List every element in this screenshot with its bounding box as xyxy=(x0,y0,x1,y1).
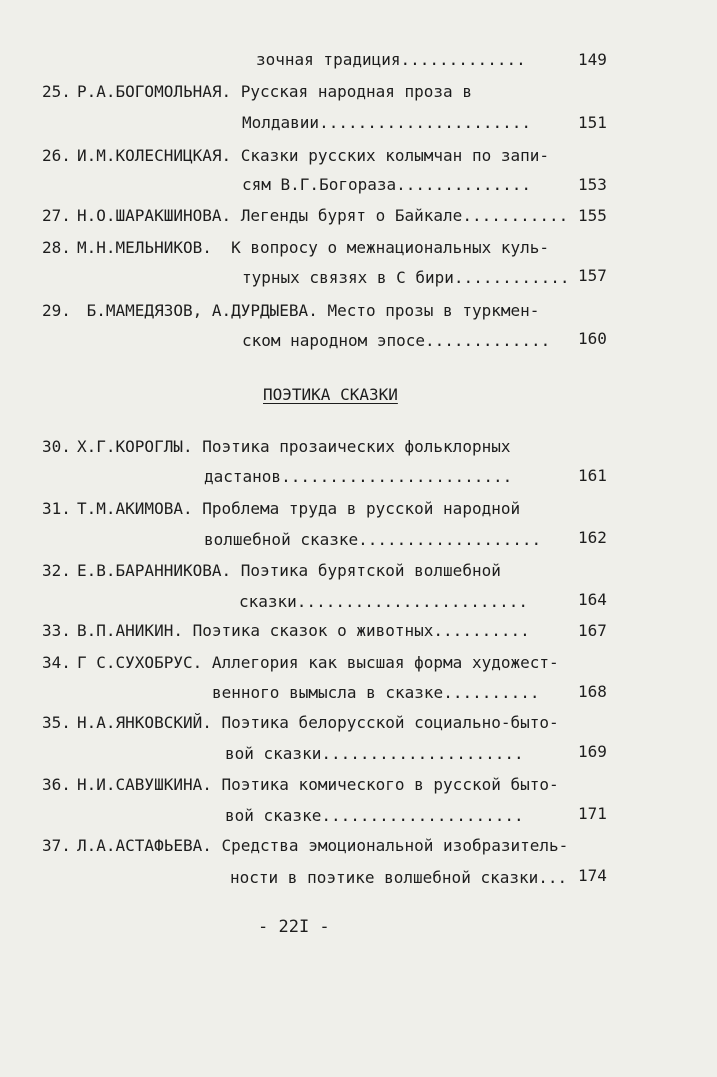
toc-entry-number: 32. xyxy=(42,561,71,580)
toc-entry-number: 29. xyxy=(42,301,71,320)
toc-entry-title: Е.В.БАРАННИКОВА. Поэтика бурятской волшебной xyxy=(77,561,501,580)
toc-entry-continuation: дастанов........................ xyxy=(204,467,513,486)
toc-page-number: 161 xyxy=(578,466,607,485)
toc-entry-title: Б.МАМЕДЯЗОВ, А.ДУРДЫЕВА. Место прозы в туркмен- xyxy=(77,301,540,320)
toc-page-number: 168 xyxy=(578,682,607,701)
toc-page-number: 164 xyxy=(578,590,607,609)
toc-page-number: 149 xyxy=(578,50,607,69)
toc-entry-continuation: волшебной сказке................... xyxy=(204,530,542,549)
toc-entry-continuation: сказки........................ xyxy=(239,592,528,611)
toc-page-number: 171 xyxy=(578,804,607,823)
toc-page-number: 157 xyxy=(578,266,607,285)
toc-entry-title: Л.А.АСТАФЬЕВА. Средства эмоциональной изобразитель- xyxy=(77,836,569,855)
toc-page-number: 151 xyxy=(578,113,607,132)
toc-entry-number: 31. xyxy=(42,499,71,518)
toc-page-number: 160 xyxy=(578,329,607,348)
toc-page-number: 153 xyxy=(578,175,607,194)
toc-entry-number: 36. xyxy=(42,775,71,794)
toc-page-number: 174 xyxy=(578,866,607,885)
toc-entry-number: 33. xyxy=(42,621,71,640)
toc-entry-title: Р.А.БОГОМОЛЬНАЯ. Русская народная проза в xyxy=(77,82,472,101)
toc-entry-title: М.Н.МЕЛЬНИКОВ. К вопросу о межнациональных куль- xyxy=(77,238,550,257)
toc-page-number: 155 xyxy=(578,206,607,225)
section-heading: ПОЭТИКА СКАЗКИ xyxy=(263,385,398,404)
toc-entry-continuation: турных связях в С бири............ xyxy=(242,268,570,287)
toc-page-number: 162 xyxy=(578,528,607,547)
toc-entry-number: 25. xyxy=(42,82,71,101)
toc-entry-continuation: зочная традиция............. xyxy=(256,50,526,69)
toc-entry-number: 37. xyxy=(42,836,71,855)
toc-entry-title: Н.А.ЯНКОВСКИЙ. Поэтика белорусской социально-быто- xyxy=(77,713,559,732)
toc-entry-continuation: вой сказке..................... xyxy=(225,806,524,825)
toc-entry-title: И.М.КОЛЕСНИЦКАЯ. Сказки русских колымчан по запи- xyxy=(77,146,550,165)
toc-entry-continuation: ности в поэтике волшебной сказки... xyxy=(230,868,568,887)
toc-entry-title: Г С.СУХОБРУС. Аллегория как высшая форма художест- xyxy=(77,653,559,672)
toc-entry-number: 34. xyxy=(42,653,71,672)
toc-entry-continuation: венного вымысла в сказке.......... xyxy=(212,683,540,702)
toc-page-number: 169 xyxy=(578,742,607,761)
toc-entry-title: Т.М.АКИМОВА. Проблема труда в русской народной xyxy=(77,499,521,518)
toc-entry-continuation: ском народном эпосе............. xyxy=(242,331,551,350)
toc-entry-number: 26. xyxy=(42,146,71,165)
toc-entry-number: 28. xyxy=(42,238,71,257)
toc-entry-title: Н.И.САВУШКИНА. Поэтика комического в русской быто- xyxy=(77,775,559,794)
toc-entry-number: 35. xyxy=(42,713,71,732)
toc-entry-title: Х.Г.КОРОГЛЫ. Поэтика прозаических фольклорных xyxy=(77,437,511,456)
toc-page-number: 167 xyxy=(578,621,607,640)
toc-entry-number: 27. xyxy=(42,206,71,225)
toc-entry-title: Н.О.ШАРАКШИНОВА. Легенды бурят о Байкале........... xyxy=(77,206,569,225)
toc-entry-continuation: Молдавии...................... xyxy=(242,113,531,132)
toc-entry-number: 30. xyxy=(42,437,71,456)
page-number-footer: - 22I - xyxy=(258,917,330,937)
toc-entry-continuation: сям В.Г.Богораза.............. xyxy=(242,175,531,194)
toc-entry-title: В.П.АНИКИН. Поэтика сказок о животных.......... xyxy=(77,621,530,640)
toc-entry-continuation: вой сказки..................... xyxy=(225,744,524,763)
